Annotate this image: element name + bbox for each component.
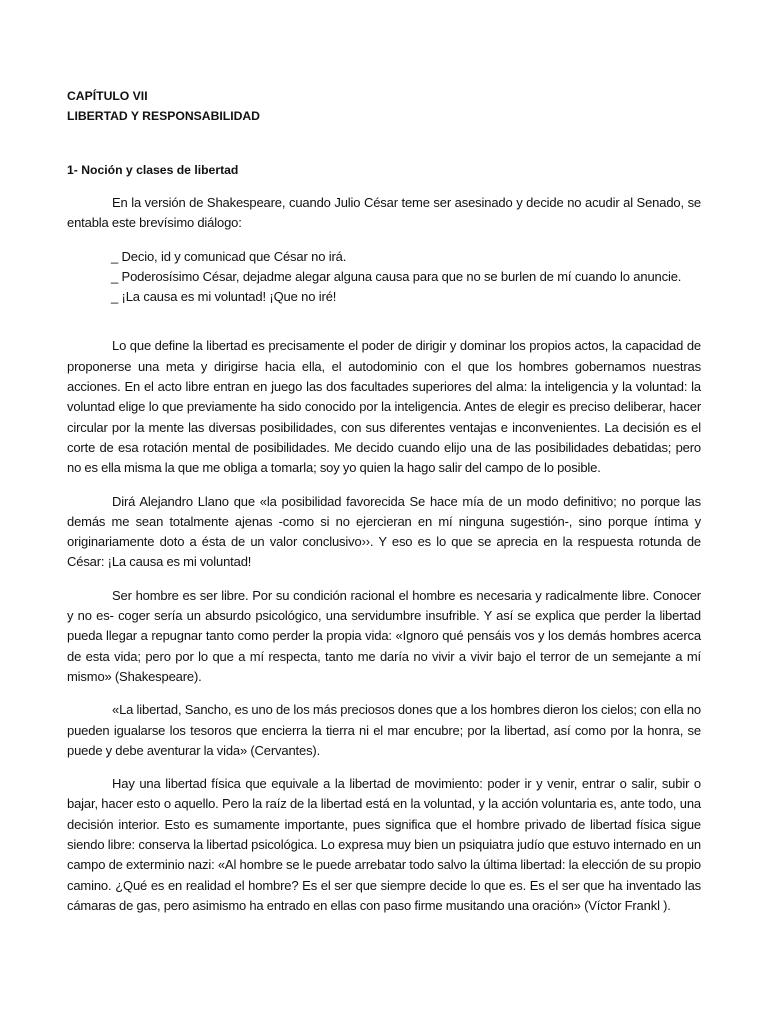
- body-paragraph: Dirá Alejandro Llano que «la posibilidad favorecida Se hace mía de un modo definitivo; no porque las demás me sean totalmente ajenas -como si no ejercieran en mí ninguna sugestión-, sino porque íntima y originariamente doto a ésta de un valor conclusivo››. Y eso es lo que se aprecia en la respuesta rotunda de César: ¡La causa es mi voluntad!: [67, 493, 701, 570]
- dialog-block: [67, 247, 701, 308]
- dialog-line: _ Poderosísimo César, dejadme alegar alguna causa para que no se burlen de mí cuando lo anuncie.: [111, 268, 682, 284]
- chapter-title: LIBERTAD Y RESPONSABILIDAD: [67, 109, 260, 123]
- dialog-line: _ Decio, id y comunicad que César no irá.: [111, 248, 347, 264]
- chapter-number: CAPÍTULO VII: [67, 89, 148, 103]
- body-paragraph: Ser hombre es ser libre. Por su condición racional el hombre es necesaria y radicalmente libre. Conocer y no es- coger sería un absurdo psicológico, una servidumbre insufrible. Y así se explica que perder la libertad pueda llegar a repugnar tanto como perder la propia vida: «Ignoro qué pensáis vos y los demás hombres acerca de esta vida; pero por lo que a mí respecta, tanto me daría no vivir a vivir bajo el terror de un semejante a mí mismo» (Shakespeare).: [67, 587, 701, 684]
- body-paragraph: «La libertad, Sancho, es uno de los más preciosos dones que a los hombres dieron los cielos; con ella no pueden igualarse los tesoros que encierra la tierra ni el mar encubre; por la libertad, así como por la honra, se puede y debe aventurar la vida» (Cervantes).: [67, 702, 701, 758]
- dialog-line: _ ¡La causa es mi voluntad! ¡Que no iré!: [111, 289, 337, 305]
- section-heading: 1- Noción y clases de libertad: [67, 163, 239, 177]
- intro-paragraph: En la versión de Shakespeare, cuando Julio César teme ser asesinado y decide no acudir al Senado, se entabla este brevísimo diálogo:: [67, 195, 701, 231]
- body-paragraph: Hay una libertad física que equivale a la libertad de movimiento: poder ir y venir, entrar o salir, subir o bajar, hacer esto o aquello. Pero la raíz de la libertad está en la voluntad, y la acción voluntaria es, ante todo, una decisión interior. Esto es sumamente importante, pues significa que el hombre privado de libertad física sigue siendo libre: conserva la libertad psicológica. Lo expresa muy bien un psiquiatra judío que estuvo internado en un campo de exterminio nazi: «Al hombre se le puede arrebatar todo salvo la última libertad: la elección de su propio camino. ¿Qué es en realidad el hombre? Es el ser que siempre decide lo que es. Es el ser que ha inventado las cámaras de gas, pero asimismo ha entrado en ellas con paso firme musitando una oración» (Víctor Frankl ).: [67, 776, 701, 913]
- document-page: [67, 86, 701, 916]
- body-paragraph: Lo que define la libertad es precisamente el poder de dirigir y dominar los propios actos, la capacidad de proponerse una meta y dirigirse hacia ella, el autodominio con el que los hombres gobernamos nuestras acciones. En el acto libre entran en juego las dos facultades superiores del alma: la inteligencia y la voluntad: la voluntad elige lo que previamente ha sido conocido por la inteligencia. Antes de elegir es preciso deliberar, hacer circular por la mente las diversas posibilidades, con sus diferentes ventajas e inconvenientes. La decisión es el corte de esa rotación mental de posibilidades. Me decido cuando elijo una de las posibilidades debatidas; pero no es ella misma la que me obliga a tomarla; soy yo quien la hago salir del campo de lo posible.: [67, 338, 701, 476]
